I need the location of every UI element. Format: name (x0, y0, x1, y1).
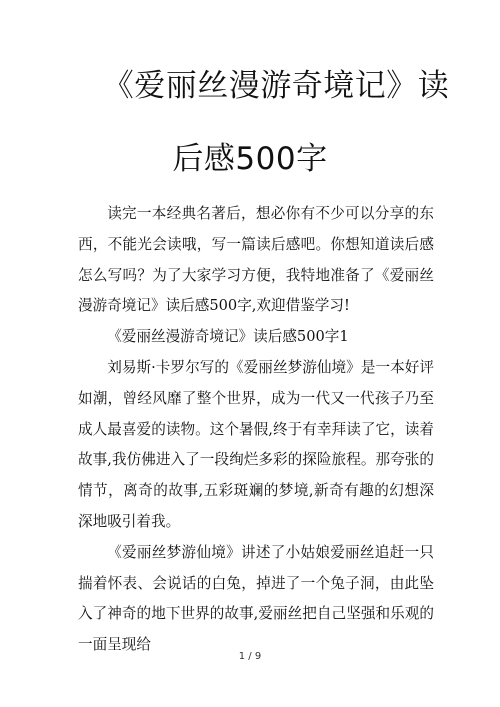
document-body (78, 199, 434, 661)
document-title-line-2: 后感500字 (172, 141, 328, 177)
document-title-line-1: 《爱丽丝漫游奇境记》读 (102, 68, 450, 104)
body-paragraph: 《爱丽丝梦游仙境》讲述了小姑娘爱丽丝追赶一只揣着怀表、会说话的白兔，掉进了一个兔子洞，由此坠入了神奇的地下世界的故事,爱丽丝把自己坚强和乐观的一面呈现给 (78, 543, 434, 654)
page-number: 1 / 9 (238, 651, 262, 662)
body-paragraph: 刘易斯·卡罗尔写的《爱丽丝梦游仙境》是一本好评如潮，曾经风靡了整个世界，成为一代又一代孩子乃至成人最喜爱的读物。这个暑假,终于有幸拜读了它，读着故事,我仿佛进入了一段绚烂多彩的探险旅程。那夸张的情节，离奇的故事,五彩斑斓的梦境,新奇有趣的幻想深深地吸引着我。 (78, 358, 434, 530)
intro-paragraph: 读完一本经典名著后，想必你有不少可以分享的东西，不能光会读哦，写一篇读后感吧。你想知道读后感怎么写吗？为了大家学习方便，我特地准备了《爱丽丝漫游奇境记》读后感500字,欢迎借鉴学习! (78, 205, 434, 315)
section-heading: 《爱丽丝漫游奇境记》读后感500字1 (107, 328, 349, 346)
